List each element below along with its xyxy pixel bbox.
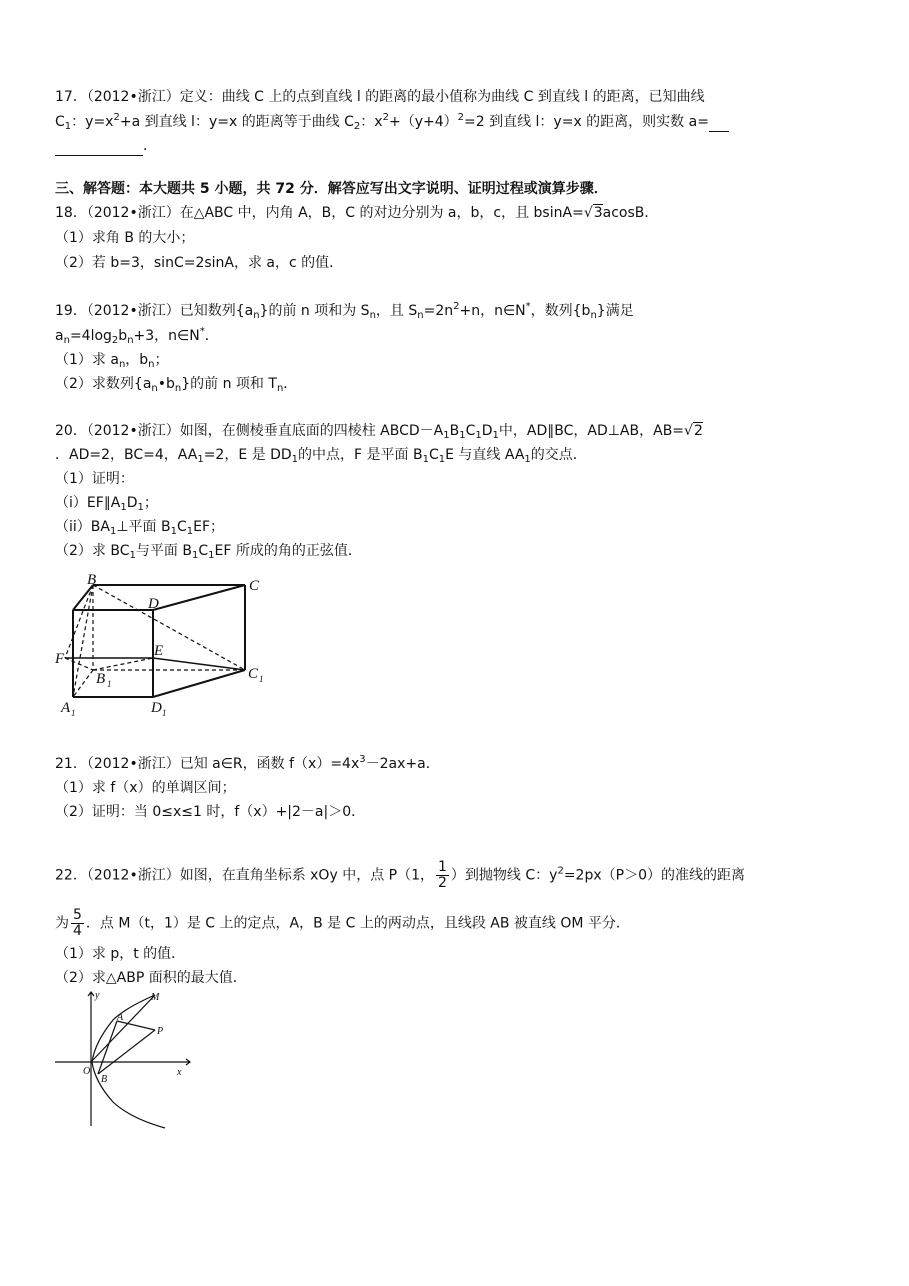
numerator: 1 — [438, 859, 447, 875]
q18-line1 — [55, 204, 658, 222]
q19-line2 — [55, 327, 219, 345]
q21-text: （2）证明：当 0≤x≤1 时，f（x）+|2－a|＞0． — [55, 804, 366, 820]
q18-text: （2）若 b=3，sinC=2sinA，求 a，c 的值． — [55, 255, 344, 271]
q19-text: }的前 n 项和 T — [181, 376, 277, 392]
subscript: n — [174, 383, 182, 394]
q17-text: ：y=x — [71, 114, 114, 130]
edge — [153, 658, 245, 670]
q17-text: =2 到直线 l：y=x 的距离，则实数 a= — [464, 114, 709, 130]
label-a1-sub: 1 — [71, 708, 76, 718]
superscript: 2 — [457, 112, 464, 123]
numerator: 5 — [73, 907, 82, 923]
q20-text: 20．（2012•浙江）如图，在侧棱垂直底面的四棱柱 ABCD－A — [55, 423, 444, 439]
edge — [73, 585, 93, 610]
parabola-figure — [55, 990, 195, 1130]
q20-text: C — [428, 447, 439, 463]
label-c1-sub: 1 — [259, 674, 264, 684]
q19-text: ，b — [125, 352, 149, 368]
hidden-edge — [65, 658, 93, 670]
subscript: n — [276, 383, 284, 394]
sqrt-sign: √2 — [684, 423, 703, 439]
q20-line1 — [55, 422, 703, 440]
q20-text: EF； — [193, 519, 225, 535]
q22-line2 — [55, 908, 630, 939]
q20-text: B — [449, 423, 460, 439]
q20-text: D — [481, 423, 493, 439]
label-e: E — [154, 643, 164, 659]
subscript: 1 — [191, 550, 199, 561]
answer-blank — [709, 113, 729, 132]
q20-text: EF 所成的角的正弦值． — [214, 543, 362, 559]
q19-line1 — [55, 302, 634, 320]
q19-text: （1）求 a — [55, 352, 119, 368]
q21-text: 21．（2012•浙江）已知 a∈R，函数 f（x）=4x — [55, 756, 360, 772]
edge — [153, 670, 245, 697]
superscript: 2 — [453, 301, 460, 312]
q22-text: ．点 M（t，1）是 C 上的定点，A，B 是 C 上的两动点，且线段 AB 被直线 OM 平分． — [85, 915, 630, 932]
q19-text: ，且 S — [375, 303, 418, 319]
q22-text: 为 — [55, 915, 69, 932]
q20-text: ．AD=2，BC=4，AA — [55, 447, 198, 463]
q17-text: +（y+4） — [388, 114, 458, 130]
q20-text: （ii）BA — [55, 519, 110, 535]
q18-part1 — [55, 229, 194, 247]
subscript: 1 — [129, 550, 136, 561]
q20-line2 — [55, 446, 587, 464]
label-p: P — [157, 1026, 164, 1037]
q20-text: 的中点，F 是平面 B — [298, 447, 423, 463]
superscript: 3 — [359, 754, 366, 765]
q17-text: C — [55, 114, 65, 130]
subscript: 1 — [170, 526, 177, 537]
subscript: n — [253, 310, 260, 321]
subscript: 1 — [186, 526, 194, 537]
subscript: 1 — [524, 454, 531, 465]
q20-text: （2）求 BC — [55, 543, 130, 559]
q19-text: =4log — [69, 328, 112, 344]
hidden-edge — [93, 658, 153, 670]
q20-text: D — [126, 495, 138, 511]
q20-text: （i）EF∥A — [55, 495, 121, 511]
hidden-edge — [65, 585, 93, 658]
label-d1-sub: 1 — [162, 708, 167, 718]
q18-text: （1）求角 B 的大小； — [55, 230, 195, 246]
fraction-five-quarters — [71, 908, 84, 939]
q22-line1 — [55, 860, 745, 891]
q19-text: =2n — [423, 303, 454, 319]
label-c1: C — [248, 666, 259, 682]
subscript: n — [148, 359, 155, 370]
subscript: 1 — [291, 454, 299, 465]
subscript: 1 — [109, 526, 117, 537]
subscript: n — [369, 310, 376, 321]
subscript: 1 — [422, 454, 429, 465]
q19-text: }满足 — [596, 303, 634, 319]
label-b: B — [101, 1074, 108, 1085]
q22-text: =2px（P＞0）的准线的距离 — [563, 867, 745, 884]
q18-text: 18．（2012•浙江）在△ABC 中，内角 A，B，C 的对边分别为 a，b，c，且 bsinA= — [55, 205, 584, 221]
q19-text: a — [55, 328, 64, 344]
heading-text: 三、解答题：本大题共 5 小题，共 72 分．解答应写出文字说明、证明过程或演算步骤． — [55, 181, 608, 197]
subscript: n — [151, 383, 158, 394]
q19-text: •b — [157, 376, 175, 392]
q20-text: =2，E 是 DD — [203, 447, 292, 463]
subscript: 1 — [208, 550, 215, 561]
q22-part1 — [55, 945, 185, 963]
q20-part2 — [55, 542, 362, 560]
q21-part2 — [55, 803, 365, 821]
subscript: 2 — [353, 121, 361, 132]
label-o: O — [83, 1066, 91, 1077]
q22-text: （2）求△ABP 面积的最大值． — [55, 970, 247, 986]
label-a1: A — [61, 700, 71, 716]
subscript: 1 — [120, 502, 127, 513]
radicand: 3 — [593, 205, 603, 221]
label-d1: D — [151, 700, 162, 716]
q19-text: b — [118, 328, 128, 344]
q20-text: ； — [143, 495, 158, 511]
label-b1: B — [96, 671, 106, 687]
q22-text: ）到抛物线 C：y — [450, 867, 558, 884]
subscript: 2 — [111, 335, 119, 346]
sqrt-sign: √3 — [583, 205, 603, 221]
q22-part2 — [55, 969, 247, 987]
q17-text: ：x — [360, 114, 383, 130]
q20-part1ii — [55, 518, 224, 536]
q20-text: C — [198, 543, 209, 559]
q20-text: （1）证明： — [55, 471, 134, 487]
superscript: 2 — [382, 112, 389, 123]
q22-text: （1）求 p，t 的值． — [55, 946, 186, 962]
q19-text: }的前 n 项和为 S — [259, 303, 370, 319]
q17-line2 — [55, 113, 729, 132]
subscript: n — [118, 359, 126, 370]
superscript: 2 — [557, 865, 564, 877]
q20-part1 — [55, 470, 134, 488]
line-om — [91, 995, 155, 1062]
q20-text: C — [465, 423, 476, 439]
q19-text: 19．（2012•浙江）已知数列{a — [55, 303, 254, 319]
q19-text: ． — [283, 376, 298, 392]
q22-text: 22．（2012•浙江）如图，在直角坐标系 xOy 中，点 P（1， — [55, 867, 434, 884]
label-y: y — [95, 990, 100, 1001]
subscript: n — [590, 310, 597, 321]
subscript: 1 — [137, 502, 144, 513]
superscript: 2 — [113, 112, 120, 123]
q21-part1 — [55, 779, 236, 797]
edge — [153, 585, 245, 610]
section3-heading — [55, 180, 608, 198]
q20-text: E 与直线 AA — [445, 447, 525, 463]
subscript: 1 — [475, 430, 482, 441]
hidden-edge — [73, 585, 93, 697]
q18-text: acosB． — [602, 205, 659, 221]
q17-text: 17．（2012•浙江）定义：曲线 C 上的点到直线 l 的距离的最小值称为曲线 C 到直线 l 的距离，已知曲线 — [55, 89, 705, 105]
prism-figure — [55, 570, 270, 720]
subscript: 1 — [197, 454, 204, 465]
fraction-one-half — [436, 860, 449, 891]
label-f: F — [55, 651, 65, 667]
q19-text: （2）求数列{a — [55, 376, 152, 392]
subscript: 1 — [492, 430, 499, 441]
label-m: M — [151, 992, 160, 1003]
q19-text: +n，n∈N — [459, 303, 526, 319]
q17-text: ． — [143, 138, 157, 154]
q21-text: －2ax+a． — [365, 756, 440, 772]
q17-text: +a 到直线 l：y=x 的距离等于曲线 C — [119, 114, 354, 130]
label-b1-sub: 1 — [107, 679, 112, 689]
q19-text: +3，n∈N — [133, 328, 200, 344]
denominator: 2 — [438, 875, 447, 891]
superscript: * — [199, 326, 205, 337]
q17-line3 — [55, 137, 157, 156]
label-x: x — [177, 1067, 182, 1078]
q20-text: ⊥平面 B — [116, 519, 171, 535]
q19-part1 — [55, 351, 169, 369]
subscript: 1 — [64, 121, 72, 132]
radicand: 2 — [693, 423, 703, 439]
denominator: 4 — [73, 923, 82, 939]
q19-text: ，数列{b — [530, 303, 591, 319]
subscript: 1 — [459, 430, 466, 441]
q20-text: C — [176, 519, 187, 535]
label-a: A — [117, 1012, 124, 1023]
q20-part1i — [55, 494, 158, 512]
q18-part2 — [55, 254, 343, 272]
label-b: B — [87, 572, 97, 588]
q20-text: 与平面 B — [135, 543, 192, 559]
subscript: 1 — [443, 430, 450, 441]
answer-blank — [55, 137, 143, 156]
label-d: D — [148, 596, 159, 612]
q19-text: ． — [204, 328, 219, 344]
label-c: C — [249, 578, 260, 594]
subscript: n — [417, 310, 424, 321]
q21-line1 — [55, 755, 440, 773]
q19-text: ； — [154, 352, 169, 368]
subscript: n — [127, 335, 134, 346]
q20-text: 中，AD∥BC，AD⊥AB，AB= — [498, 423, 685, 439]
q20-text: 的交点． — [530, 447, 587, 463]
q19-part2 — [55, 375, 297, 393]
subscript: 1 — [438, 454, 446, 465]
subscript: n — [63, 335, 70, 346]
q21-text: （1）求 f（x）的单调区间； — [55, 780, 236, 796]
q17-line1 — [55, 88, 705, 106]
superscript: * — [525, 301, 531, 312]
segment-bp — [98, 1030, 155, 1074]
